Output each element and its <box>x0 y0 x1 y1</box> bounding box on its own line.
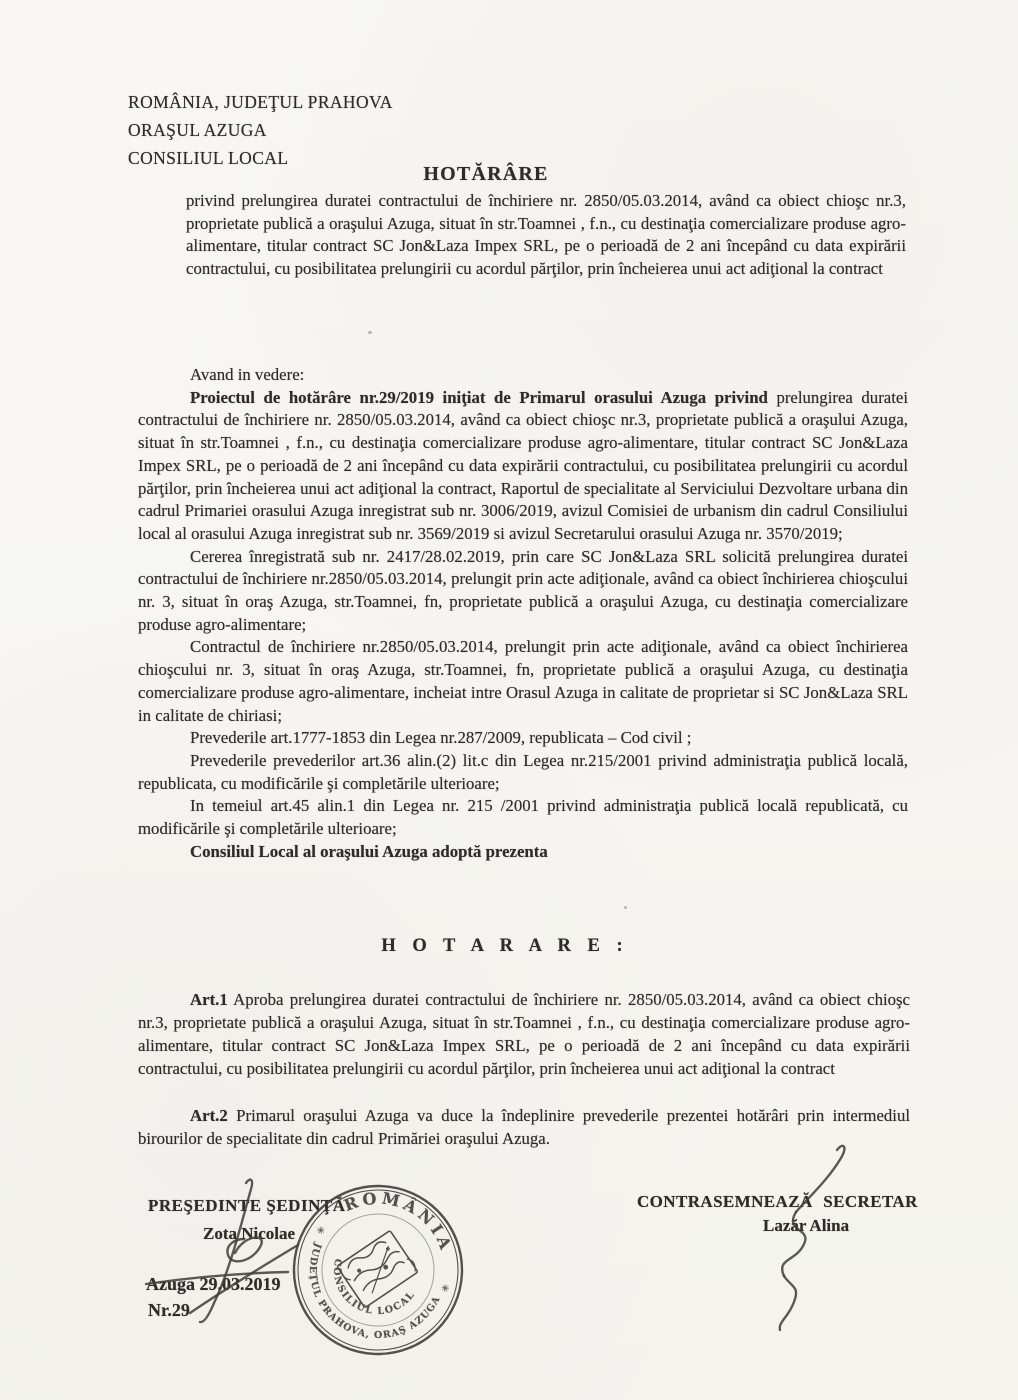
paragraph-text: Cererea înregistrată sub nr. 2417/28.02.2019, prin care SC Jon&Laza SRL solicită prelungirea duratei contractului de închiriere nr.2850/05.03.2014, prelungit prin acte adiţionale, având ca obiect închirierea chioşcului nr. 3, situat în oraş Azuga, str.Toamnei, fn, proprietate publică a oraşului Azuga, cu destinaţia comercializare produse agro-alimentare; <box>138 546 908 634</box>
stamp-country-text: ROMÂNIA <box>341 1188 457 1256</box>
president-name: Zota Nicolae <box>203 1224 296 1243</box>
articles-section <box>138 988 910 1150</box>
considering-line: Avand in vedere: <box>190 365 305 384</box>
paragraph-lead: Proiectul de hotărâre nr.29/2019 iniţiat de Primarul orasului Azuga privind <box>190 387 768 407</box>
stamp-star-right: ✳ <box>437 1282 451 1294</box>
paragraph-text: Contractul de închiriere nr.2850/05.03.2014, prelungit prin acte adiţionale, având ca obiect închirierea chioşcului nr. 3, situat în oraş Azuga, str.Toamnei, fn, proprietate publică a oraşului Azuga, cu destinaţia comercializare produse agro-alimentare, incheiat intre Orasul Azuga in calitate de proprietar si SC Jon&Laza SRL in calitate de chiriasi; <box>138 637 908 725</box>
article-1 <box>138 988 910 1080</box>
issuer-country-county: ROMÂNIA, JUDEŢUL PRAHOVA <box>128 92 393 112</box>
article-number: Art.2 <box>190 1106 228 1125</box>
scan-speck <box>368 331 372 334</box>
stamp-council-text: CONSILIUL LOCAL <box>330 1257 418 1318</box>
preamble-section <box>138 364 908 863</box>
stamp-county-town-text: JUDEŢUL PRAHOVA, ORAŞ AZUGA <box>306 1241 443 1342</box>
secretary-signature <box>740 1140 860 1340</box>
preamble-paragraph-1 <box>138 387 908 546</box>
issuer-header <box>128 88 393 172</box>
stamp-star-left: ✳ <box>314 1224 329 1238</box>
article-number: Art.1 <box>190 990 228 1009</box>
document-title: HOTĂRÂRE <box>423 163 549 185</box>
decision-heading: H O T A R A R E : <box>381 936 625 956</box>
preamble-paragraph-3 <box>138 636 908 727</box>
preamble-paragraph-2 <box>138 546 908 637</box>
paragraph-lead: Consiliul Local al oraşului Azuga adoptă prezenta <box>190 841 548 861</box>
secretary-signature-title: CONTRASEMNEAZĂ SECRETAR <box>637 1192 918 1211</box>
president-signature-title: PREŞEDINTE ŞEDINŢĂ <box>148 1196 346 1215</box>
preamble-paragraph-5 <box>138 750 908 795</box>
decision-number: Nr.29 <box>148 1300 190 1320</box>
paragraph-text: prelungirea duratei contractului de închiriere nr. 2850/05.03.2014, având ca obiect chioşc nr.3, proprietate publică a oraşului Azuga, situat în str.Toamnei , f.n., cu destinaţia comercializare produse agro-alimentare, titular contract SC Jon&Laza Impex SRL, pe o perioadă de 2 ani începând cu data expirării contractului, cu posibilitatea prelungirii cu acordul părţilor, prin încheierea unui act adiţional la contract, Raportul de specialitate al Serviciului Dezvoltare urbana din cadrul Primariei orasului Azuga inregistrat sub nr. 3006/2019, avizul Comisiei de urbanism din cadrul Consiliului local al orasului Azuga inregistrat sub nr. 3569/2019 si avizul Secretarului orasului Azuga nr. 3570/2019; <box>138 387 909 543</box>
paragraph-text: In temeiul art.45 alin.1 din Legea nr. 215 /2001 privind administraţia publică locală republicată, cu modificările şi completările ulterioare; <box>138 796 908 839</box>
preamble-paragraph-6 <box>138 795 908 840</box>
adoption-line <box>138 841 908 864</box>
paragraph-text: Prevederile art.1777-1853 din Legea nr.287/2009, republicata – Cod civil ; <box>190 728 692 748</box>
article-text: Primarul oraşului Azuga va duce la îndeplinire prevederile prezentei hotărâri prin intermediul birourilor de specialitate din cadrul Primăriei oraşului Azuga. <box>138 1106 910 1148</box>
preamble-paragraph-4 <box>138 727 908 750</box>
place-and-date: Azuga 29.03.2019 <box>146 1274 281 1294</box>
scan-speck <box>624 906 627 909</box>
article-text: Aproba prelungirea duratei contractului de închiriere nr. 2850/05.03.2014, având ca obiect chioşc nr.3, proprietate publică a oraşului Azuga, situat în str.Toamnei , f.n., cu destinaţia comercializare produse agro-alimentare, titular contract SC Jon&Laza Impex SRL, pe o perioadă de 2 ani începând cu data expirării contractului, cu posibilitatea prelungirii cu acordul părţilor, prin încheierea unui act adiţional la contract <box>138 990 910 1078</box>
issuer-town: ORAŞUL AZUGA <box>128 120 267 140</box>
issuer-council: CONSILIUL LOCAL <box>128 148 289 168</box>
paragraph-text: Prevederile prevederilor art.36 alin.(2) lit.c din Legea nr.215/2001 privind administraţia publică locală, republicata, cu modificările şi completările ulterioare; <box>138 750 908 793</box>
document-subtitle: privind prelungirea duratei contractului de închiriere nr. 2850/05.03.2014, având ca obiect chioşc nr.3, proprietate publică a oraşului Azuga, situat în str.Toamnei , f.n., cu destinaţia comercializare produse agro-alimentare, titular contract SC Jon&Laza Impex SRL, pe o perioadă de 2 ani începând cu data expirării contractului, cu posibilitatea prelungirii cu acordul părţilor, prin încheierea unui act adiţional la contract <box>186 191 906 278</box>
secretary-name: Lazăr Alina <box>763 1216 850 1235</box>
president-signature <box>140 1175 330 1335</box>
